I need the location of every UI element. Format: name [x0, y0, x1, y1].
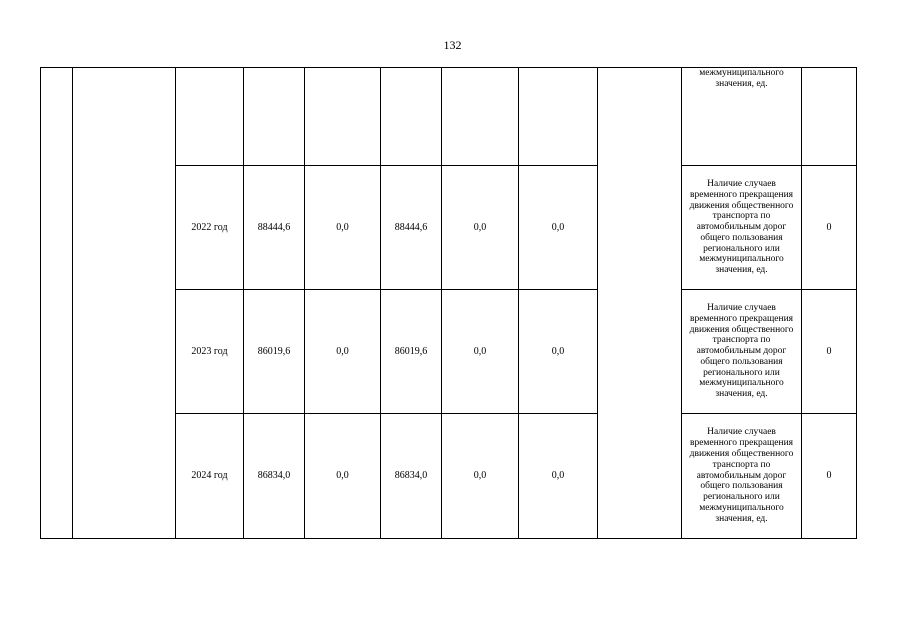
- value-cell: 86019,6: [394, 345, 428, 357]
- year-cell: 2022 год: [191, 221, 228, 233]
- indicator-value-cell: 0: [826, 221, 832, 233]
- column-line: [856, 67, 857, 539]
- value-cell: 0,0: [551, 470, 565, 482]
- value-cell: 0,0: [473, 345, 487, 357]
- column-line: [40, 67, 41, 539]
- value-cell: 0,0: [336, 470, 349, 482]
- year-cell: 2024 год: [191, 470, 228, 482]
- indicator-value-cell: 0: [826, 345, 832, 357]
- total-cell: 88444,6: [257, 221, 291, 233]
- value-cell: 88444,6: [394, 221, 428, 233]
- column-line: [597, 67, 598, 539]
- indicator-cell: Наличие случаев временного прекращения движения общественного транспорта по автомобильным дорог общего пользования регионального или межмуниципального значения, ед.: [689, 178, 794, 276]
- value-cell: 0,0: [473, 470, 487, 482]
- value-cell: 0,0: [551, 345, 565, 357]
- page-number: 132: [443, 38, 462, 52]
- value-cell: 0,0: [336, 221, 349, 233]
- value-cell: 0,0: [551, 221, 565, 233]
- column-line: [72, 67, 73, 539]
- total-cell: 86019,6: [257, 345, 291, 357]
- value-cell: 0,0: [336, 345, 349, 357]
- total-cell: 86834,0: [257, 470, 291, 482]
- indicator-value-cell: 0: [826, 470, 832, 482]
- indicator-cell: Наличие случаев временного прекращения движения общественного транспорта по автомобильным дорог общего пользования регионального или межмуниципального значения, ед.: [689, 302, 794, 400]
- data-table: [40, 67, 857, 539]
- indicator-cell: Наличие случаев временного прекращения движения общественного транспорта по автомобильным дорог общего пользования регионального или межмуниципального значения, ед.: [689, 427, 794, 524]
- year-cell: 2023 год: [191, 345, 228, 357]
- value-cell: 0,0: [473, 221, 487, 233]
- indicator-fragment: межмуниципального значения, ед.: [699, 68, 784, 89]
- table-bottom-border: [40, 538, 857, 539]
- value-cell: 86834,0: [394, 470, 428, 482]
